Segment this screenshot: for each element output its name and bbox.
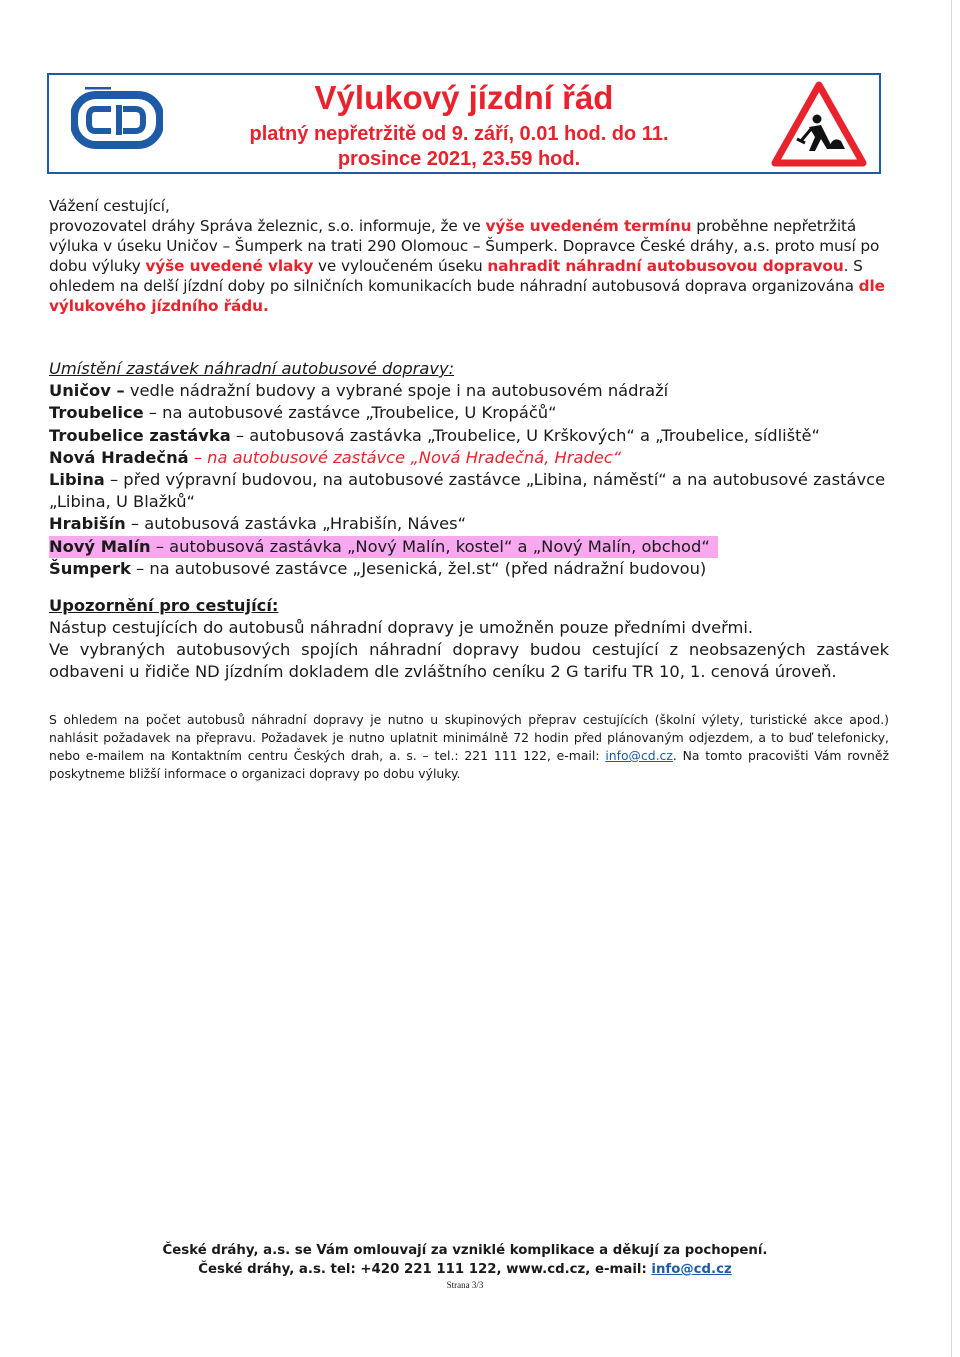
stop-text: vedle nádražní budovy a vybrané spoje i na autobusovém nádraží <box>124 381 669 401</box>
stop-name: Uničov – <box>49 381 125 401</box>
stop-name: Nový Malín <box>49 536 151 556</box>
stop-text: – autobusová zastávka „Troubelice, U Krškových“ a „Troubelice, sídliště“ <box>230 425 820 445</box>
stop-name: Troubelice zastávka <box>49 425 231 445</box>
notice-heading: Upozornění pro cestující: <box>49 596 279 615</box>
stop-troubelice-zastavka <box>49 425 909 447</box>
stops-section <box>49 358 909 580</box>
stop-text: – na autobusové zastávce „Jesenická, žel.st“ (před nádražní budovou) <box>130 558 707 578</box>
stop-name: Libina <box>49 470 105 490</box>
stop-libina <box>49 469 909 513</box>
note-part: S ohledem na počet autobusů náhradní dopravy je nutno u skupinových přeprav cestujících (školní výlety, turistické akce apod.) nahlásit požadavek na přepravu. Požadavek je nutno uplatnit minimálně 72 hodin před plánovaným odjezdem, a to buď telefonicky, nebo e-mailem na Kontaktním centru Českých drah, a. s. – tel.: 221 111 122, e-mail: <box>49 712 889 763</box>
greeting: Vážení cestující, <box>49 197 170 215</box>
intro-part: provozovatel dráhy Správa železnic, s.o. informuje, že ve <box>49 217 486 235</box>
stop-name: Hrabišín <box>49 514 126 534</box>
highlight-timetable: dle výlukového jízdního řádu <box>49 277 885 315</box>
page-edge <box>951 0 952 1357</box>
roadworks-warning-icon <box>771 81 867 167</box>
email-link[interactable]: info@cd.cz <box>605 748 673 763</box>
footer-contact-text: České dráhy, a.s. tel: +420 221 111 122, www.cd.cz, e-mail: <box>198 1262 652 1277</box>
stop-text: – na autobusové zastávce „Nová Hradečná, Hradec“ <box>188 447 622 467</box>
group-travel-note <box>49 711 889 783</box>
intro-text <box>49 196 891 316</box>
stop-troubelice <box>49 402 909 424</box>
stop-text: – na autobusové zastávce „Troubelice, U Kropáčů“ <box>143 403 557 423</box>
header-box <box>47 73 881 174</box>
note-part: . Na tomto pracovišti Vám rovněž poskytneme bližší informace o organizaci dopravy po dobu výluky. <box>49 748 890 781</box>
stop-name: Troubelice <box>49 403 144 423</box>
notice-boarding: Nástup cestujících do autobusů náhradní dopravy je umožněn pouze předními dveřmi. <box>49 618 754 637</box>
footer-contact <box>0 1260 930 1279</box>
stop-sumperk <box>49 558 909 580</box>
intro-part: proběhne nepřetržitá výluka v úseku Uničov – Šumperk na trati 290 Olomouc – Šumperk. Dopravce České dráhy, a.s. proto musí po dobu výluky <box>49 217 880 275</box>
stop-name: Nová Hradečná <box>49 447 189 467</box>
footer <box>0 1241 930 1279</box>
intro-part: . S ohledem na delší jízdní doby po silničních komunikacích bude náhradní autobusová doprava organizována <box>49 257 863 295</box>
stop-novy-malin <box>49 536 718 558</box>
stop-unicov <box>49 380 909 402</box>
footer-email-link[interactable]: info@cd.cz <box>651 1262 732 1277</box>
notice-section <box>49 595 889 683</box>
stop-hrabisin <box>49 513 909 535</box>
highlight-trains: výše uvedené vlaky <box>145 257 314 275</box>
stops-heading: Umístění zastávek náhradní autobusové dopravy: <box>49 359 455 378</box>
group-travel-text <box>49 711 889 783</box>
intro-part: ve vyloučeném úseku <box>313 257 488 275</box>
intro-paragraph <box>49 216 891 316</box>
notice-tickets: Ve vybraných autobusových spojích náhradní dopravy budou cestující z neobsazených zastávek odbaveni u řidiče ND jízdním dokladem dle zvláštního ceníku 2 G tarifu TR 10, 1. cenová úroveň. <box>49 640 889 681</box>
validity-subtitle: platný nepřetržitě od 9. září, 0.01 hod. do 11. prosince 2021, 23.59 hod. <box>249 123 669 170</box>
highlight-term: výše uvedeném termínu <box>485 217 692 235</box>
stop-text: – autobusová zastávka „Hrabišín, Náves“ <box>125 514 467 534</box>
highlight-replacement: nahradit náhradní autobusovou dopravou <box>487 257 844 275</box>
page-title: Výlukový jízdní řád <box>314 79 614 116</box>
footer-apology: České dráhy, a.s. se Vám omlouvají za vzniklé komplikace a děkují za pochopení. <box>162 1243 768 1258</box>
stop-text: – před výpravní budovou, na autobusové zastávce „Libina, náměstí“ a na autobusové zastávce „Libina, U Blažků“ <box>49 470 886 512</box>
stop-name: Šumperk <box>49 558 131 578</box>
stop-nova-hradecna <box>49 447 909 469</box>
intro-part: . <box>262 297 269 315</box>
page-number: Strana 3/3 <box>446 1280 484 1290</box>
stop-text: – autobusová zastávka „Nový Malín, kostel“ a „Nový Malín, obchod“ <box>150 536 710 556</box>
